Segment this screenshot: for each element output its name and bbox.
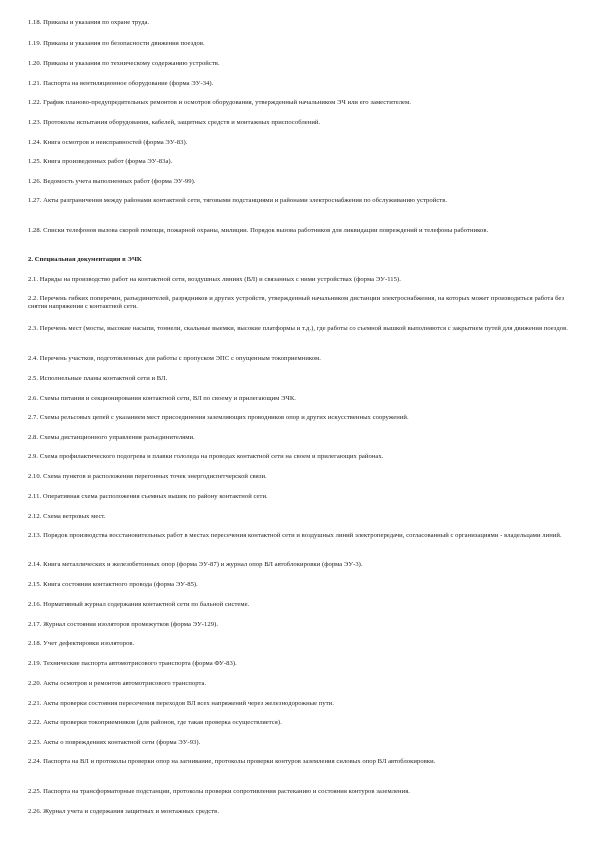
list-item: 2.19. Технические паспорта автомотрисового транспорта (форма ФУ-83). [28, 660, 237, 667]
list-item: 1.25. Книга произведенных работ (форма ЭУ-83а). [28, 158, 173, 165]
section-heading: 2. Специальная документация в ЭЧК [28, 256, 142, 263]
list-item: 2.16. Нормативный журнал содержания контактной сети по бальной системе. [28, 601, 250, 608]
list-item: 1.28. Списки телефонов вызова скорой помощи, пожарной охраны, милиции. Порядок вызова работников для ликвидации повреждений и телефоны работников. [28, 227, 489, 234]
list-item: 1.18. Приказы и указания по охране труда. [28, 19, 150, 26]
list-item: 2.9. Схема профилактического подогрева и плавки гололеда на проводах контактной сети на своем и прилегающих районах. [28, 453, 384, 460]
list-item: 2.23. Акты о повреждениях контактной сети (форма ЭУ-93). [28, 739, 201, 746]
list-item: 2.12. Схема ветровых мест. [28, 513, 106, 520]
list-item: 2.24. Паспорта на ВЛ и протоколы проверки опор на загнивание, протоколы проверки контуров заземления силовых опор ВЛ автоблокировки. [28, 758, 436, 765]
list-item: 2.6. Схемы питания и секционирования контактной сети, ВЛ по своему и прилегающим ЭЧК. [28, 395, 296, 402]
list-item: 1.21. Паспорта на вентиляционное оборудование (форма ЭУ-34). [28, 80, 214, 87]
list-item: 2.5. Исполнельные планы контактной сети и ВЛ. [28, 375, 168, 382]
list-item: 2.14. Книга металлических и железобетонных опор (форма ЭУ-87) и журнал опор ВЛ автоблокировки (форма ЭУ-3). [28, 561, 363, 568]
list-item: 2.21. Акты проверки состояния пересечения переходов ВЛ всех напряжений через железнодорожные пути. [28, 700, 334, 707]
list-item: 2.4. Перечень участков, подготовленных для работы с пропуском ЭПС с опущенным токоприемником. [28, 355, 321, 362]
list-item: 2.25. Паспорта на трансформаторные подстанции, протоколы проверки сопротивления растеканию и состояния контуров заземления. [28, 788, 410, 795]
list-item: 1.20. Приказы и указания по техническому содержанию устройств. [28, 60, 220, 67]
list-item: 1.24. Книга осмотров и неисправностей (форма ЭУ-83). [28, 139, 188, 146]
list-item: 2.1. Наряды на производство работ на контактной сети, воздушных линиях (ВЛ) и связанных с ними устройствах (форма ЭУ-115). [28, 276, 401, 283]
list-item: 2.13. Порядок производства восстановительных работ в местах пересечения контактной сети и воздушных линий электропередачи, согласованный с организациями - владельцами линий. [28, 532, 562, 539]
list-item: 2.11. Оперативная схема расположения съемных вышек по району контактной сети. [28, 493, 268, 500]
list-item: 2.7. Схемы рельсовых цепей с указанием мест присоединения заземляющих проводников опор и других искусственных сооружений. [28, 414, 409, 421]
list-item: 2.18. Учет дефектировки изоляторов. [28, 640, 135, 647]
list-item: 1.26. Ведомость учета выполненных работ (форма ЭУ-99). [28, 178, 196, 185]
list-item: 2.15. Книга состояния контактного провода (форма ЭУ-85). [28, 581, 198, 588]
list-item: 2.3. Перечень мест (мосты, высокие насыпи, тоннели, скальные выемки, высокие платформы и т.д.), где работы со съемной вышкой выполняются с закрытием путей для движения поездов. [28, 325, 568, 332]
list-item: 2.10. Схема пунктов и расположения перегонных точек энергодиспетчерской связи. [28, 473, 267, 480]
list-item: 2.22. Акты проверки токоприемников (для районов, где такая проверка осуществляется). [28, 719, 282, 726]
list-item: 1.19. Приказы и указания по безопасности движения поездов. [28, 40, 205, 47]
list-item: 2.8. Схемы дистанционного управления разъединителями. [28, 434, 195, 441]
list-item: 2.26. Журнал учета и содержания защитных и монтажных средств. [28, 808, 220, 815]
list-item: 1.22. График планово-предупредительных ремонтов и осмотров оборудования, утвержденный начальником ЭЧ или его заместителем. [28, 99, 411, 106]
list-item: 2.2. Перечень гибких поперечин, разъединителей, разрядников и других устройств, утвержденный начальником дистанции электроснабжения, на которых может производиться работа без снятия напряжения с контактной сети. [28, 295, 565, 311]
list-item: 2.17. Журнал состояния изоляторов промежутков (форма ЭУ-129). [28, 621, 219, 628]
list-item: 2.20. Акты осмотров и ремонтов автомотрисового транспорта. [28, 680, 207, 687]
list-item: 1.27. Акты разграничения между районами контактной сети, тяговыми подстанциями и районами электроснабжения по обслуживанию устройств. [28, 197, 448, 204]
list-item: 1.23. Протоколы испытания оборудования, кабелей, защитных средств и монтажных приспособлений. [28, 119, 321, 126]
